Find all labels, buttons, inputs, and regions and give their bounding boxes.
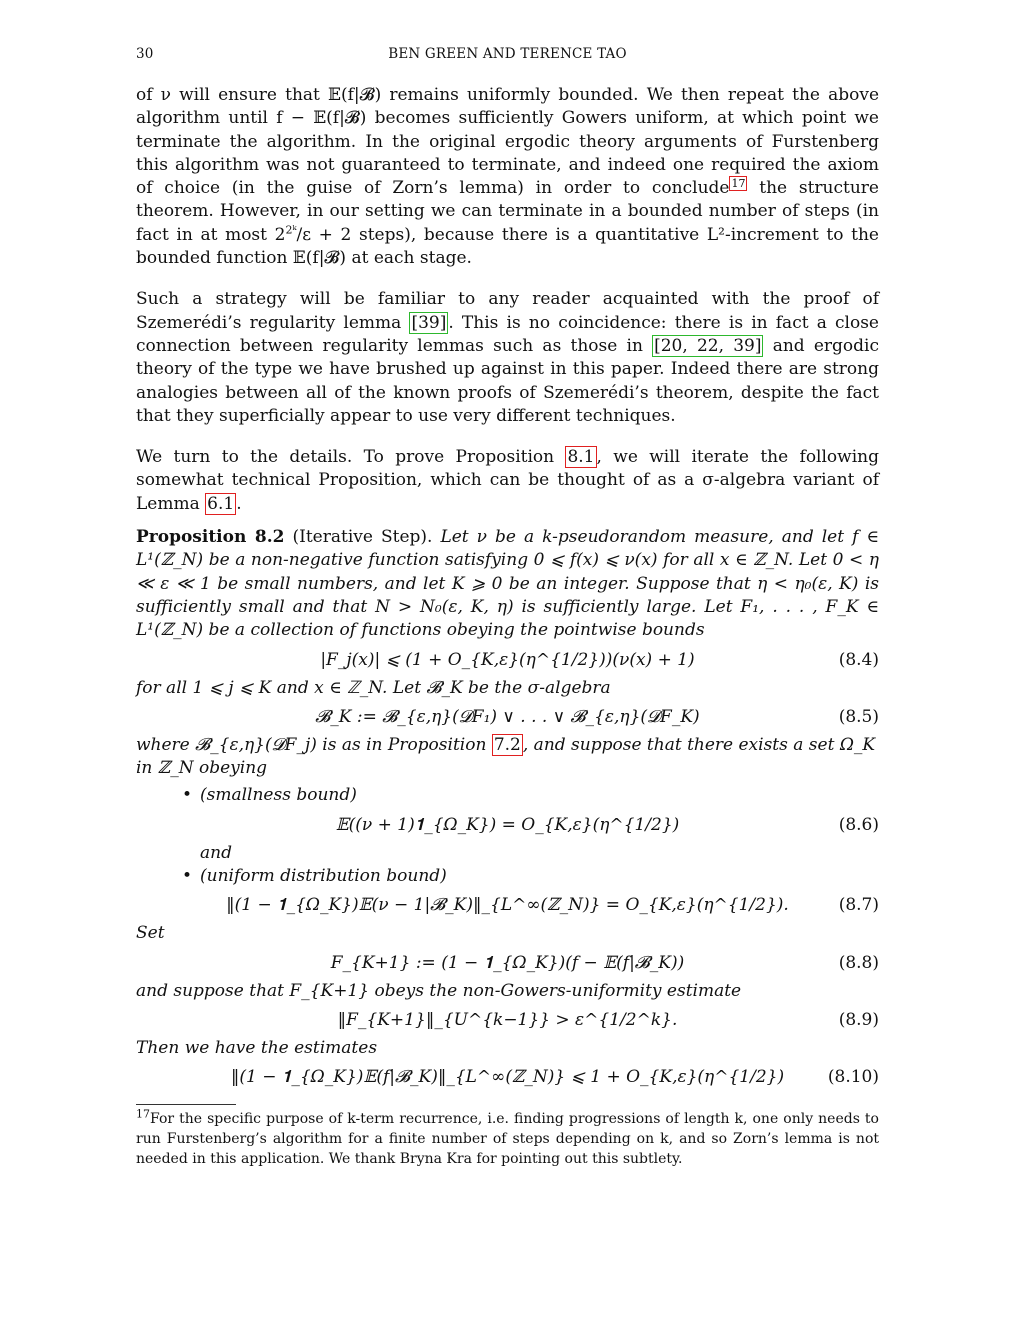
proposition-text-1: Let ν be a k-pseudorandom measure, and let f ∈ L¹(ℤ_N) be a non-negative function satisfying 0 ⩽ f(x) ⩽ ν(x) for all x ∈ ℤ_N. Let 0 < η ≪ ε ≪ 1 be small numbers, and let K ⩾ 0 be an integer. Suppose that η < η₀(ε, K) is sufficiently small and that N > N₀(ε, K, η) is sufficiently large. Let F₁, . . . , F_K ∈ L¹(ℤ_N) be a collection of functions obeying the pointwise bounds <box>136 527 879 641</box>
proposition-name: (Iterative Step). <box>284 527 433 548</box>
paragraph-1 <box>136 84 879 270</box>
equation-expr: ‖F_{K+1}‖_{U^{k−1}} > ε^{1/2^k}. <box>337 1009 678 1030</box>
equation-expr: 𝔼((ν + 1)𝟏_{Ω_K}) = O_{K,ε}(η^{1/2}) <box>335 814 680 835</box>
footnote-mark: 17 <box>136 1107 150 1121</box>
footnote <box>136 1109 879 1169</box>
main-text <box>136 84 879 1169</box>
equation-expr: 𝓑_K := 𝓑_{ε,η}(𝓓F₁) ∨ . . . ∨ 𝓑_{ε,η}(𝓓F_K) <box>315 706 700 727</box>
proposition-text-2: for all 1 ⩽ j ⩽ K and x ∈ ℤ_N. Let 𝓑_K be the σ-algebra <box>136 677 611 698</box>
lemma-link[interactable]: 6.1 <box>207 493 235 514</box>
proposition-link[interactable]: 8.1 <box>567 447 595 468</box>
equation-8-5 <box>136 704 879 730</box>
equation-8-10 <box>136 1064 879 1090</box>
paragraph-1-text-b: the structure theorem. However, in our setting we can terminate in a bounded number of steps (in fact in at most 2 <box>136 178 879 245</box>
set-word: Set <box>136 923 165 944</box>
paragraph-2-text-b: . This is no coincidence: there is in fact a close connection between regularity lemmas such as those in <box>136 312 879 356</box>
equation-tag: (8.7) <box>838 895 879 916</box>
equation-expr: F_{K+1} := (1 − 𝟏_{Ω_K})(f − 𝔼(f|𝓑_K)) <box>330 952 685 973</box>
exponent: 2ᵏ <box>285 223 297 237</box>
page-number: 30 <box>136 46 154 62</box>
proposition-text-3a: where 𝓑_{ε,η}(𝓓F_j) is as in Proposition <box>136 734 492 755</box>
running-title: BEN GREEN AND TERENCE TAO <box>388 46 627 62</box>
footnote-rule <box>136 1104 236 1105</box>
bullet-label: (smallness bound) <box>200 785 357 806</box>
running-head <box>136 46 879 62</box>
equation-8-6 <box>136 812 879 838</box>
paragraph-3-text-a: We turn to the details. To prove Proposition <box>136 447 566 468</box>
and-word: and <box>200 842 232 863</box>
equation-tag: (8.9) <box>838 1009 879 1030</box>
paragraph-3-text-b: , we will iterate the following somewhat technical Proposition, which can be thought of as a σ-algebra variant of Lemma <box>136 447 879 514</box>
bullet-uniform <box>182 865 879 888</box>
equation-tag: (8.8) <box>838 952 879 973</box>
proposition-text-5: Then we have the estimates <box>136 1037 378 1058</box>
paragraph-3-text-c: . <box>236 493 242 514</box>
equation-tag: (8.4) <box>838 649 879 670</box>
equation-expr: |F_j(x)| ⩽ (1 + O_{K,ε}(η^{1/2}))(ν(x) + 1) <box>320 649 695 670</box>
equation-tag: (8.6) <box>838 814 879 835</box>
equation-8-9 <box>136 1007 879 1033</box>
paragraph-1-text-c: /ε + 2 steps), because there is a quantitative L²-increment to the bounded function 𝔼(f|𝓑) at each stage. <box>136 224 879 269</box>
proposition-link[interactable]: 7.2 <box>493 734 521 755</box>
equation-tag: (8.5) <box>838 706 879 727</box>
proposition-block <box>136 526 879 1090</box>
footnote-mark-link[interactable]: 17 <box>731 176 746 190</box>
proposition-text-4: and suppose that F_{K+1} obeys the non-Gowers-uniformity estimate <box>136 980 742 1001</box>
equation-8-7 <box>136 892 879 918</box>
equation-expr: ‖(1 − 𝟏_{Ω_K})𝔼(f|𝓑_K)‖_{L^∞(ℤ_N)} ⩽ 1 + O_{K,ε}(η^{1/2}) <box>230 1067 785 1088</box>
paragraph-1-text-a: of ν will ensure that 𝔼(f|𝓑) remains uniformly bounded. We then repeat the above algorithm until f − 𝔼(f|𝓑) becomes sufficiently Gowers uniform, at which point we terminate the algorithm. In the original ergodic theory arguments of Furstenberg this algorithm was not guaranteed to terminate, and indeed one required the axiom of choice (in the guise of Zorn’s lemma) in order to conclude <box>136 85 879 199</box>
equation-expr: ‖(1 − 𝟏_{Ω_K})𝔼(ν − 1|𝓑_K)‖_{L^∞(ℤ_N)} = O_{K,ε}(η^{1/2}). <box>226 895 789 916</box>
citation-link[interactable]: [20, 22, 39] <box>654 335 762 356</box>
paragraph-2-text-c: and ergodic theory of the type we have brushed up against in this paper. Indeed there are strong analogies between all of the known proofs of Szemerédi’s theorem, despite the fact that they superficially appear to use very different techniques. <box>136 335 880 426</box>
paragraph-2 <box>136 288 879 428</box>
bullet-label: (uniform distribution bound) <box>200 866 447 887</box>
bullet-icon: • <box>182 866 193 887</box>
proposition-text-3b: , and suppose that there exists a set Ω_K in ℤ_N obeying <box>136 734 876 779</box>
equation-8-8 <box>136 950 879 976</box>
proposition-text-3 <box>136 734 879 781</box>
proposition-statement <box>136 526 879 642</box>
bullet-smallness <box>182 784 879 807</box>
paragraph-3 <box>136 446 879 516</box>
bullet-icon: • <box>182 785 193 806</box>
equation-tag: (8.10) <box>827 1067 879 1088</box>
footnote-text: For the specific purpose of k-term recurrence, i.e. finding progressions of length k, one only needs to run Furstenberg’s algorithm for a finite number of steps depending on k, and so Zorn’s lemma is not needed in this application. We thank Bryna Kra for pointing out this subtlety. <box>136 1111 879 1168</box>
citation-link[interactable]: [39] <box>411 312 447 333</box>
equation-8-4 <box>136 647 879 673</box>
paragraph-2-text-a: Such a strategy will be familiar to any reader acquainted with the proof of Szemerédi’s regularity lemma <box>136 289 879 333</box>
proposition-label: Proposition 8.2 <box>136 527 285 548</box>
